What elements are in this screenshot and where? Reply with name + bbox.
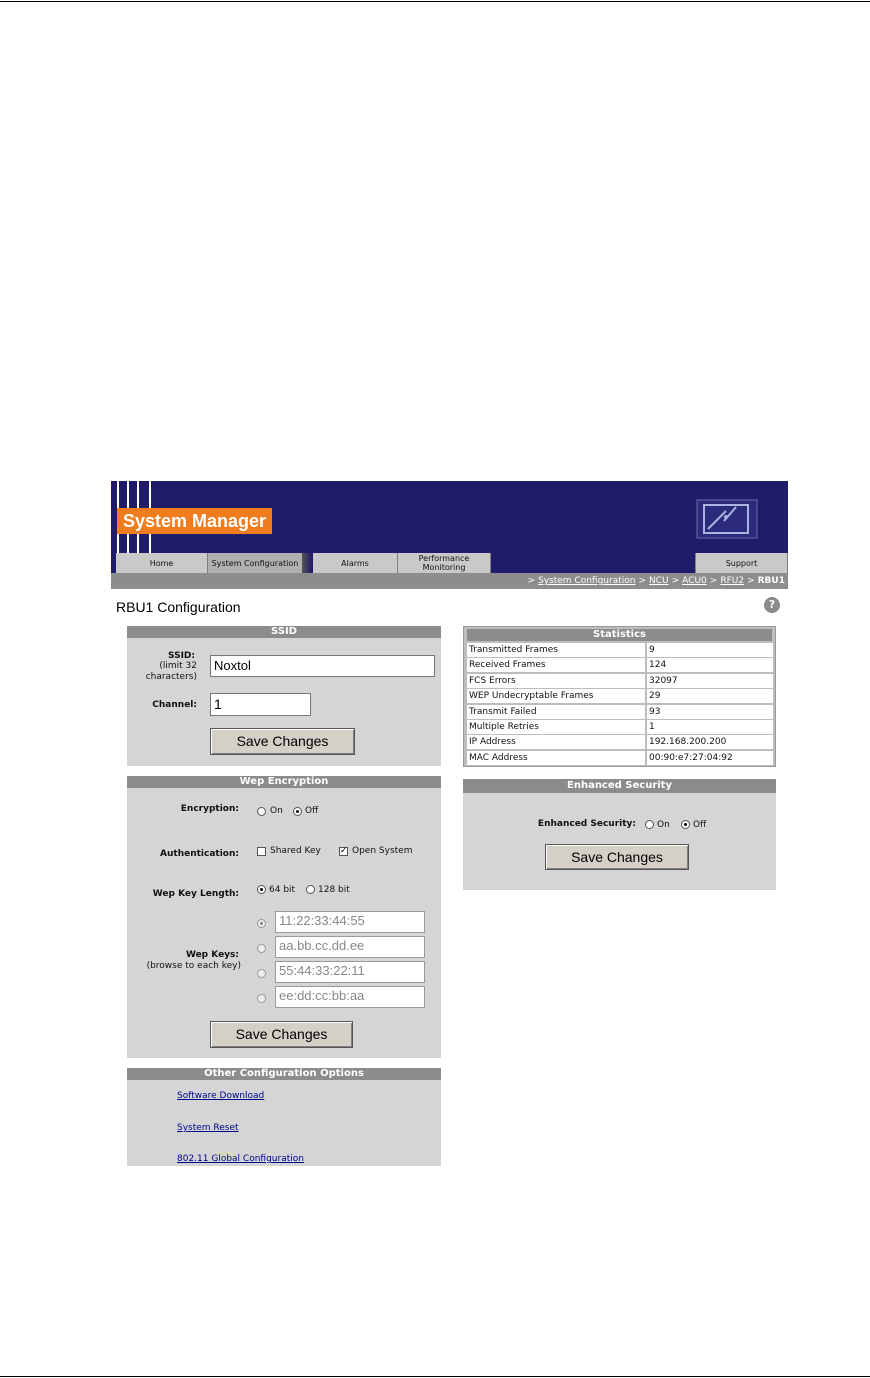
statistics-row-value: 124	[647, 658, 773, 672]
statistics-row	[467, 643, 773, 658]
statistics-row-label: FCS Errors	[467, 674, 645, 688]
statistics-row-value: 29	[647, 689, 773, 703]
main-nav	[111, 553, 788, 573]
statistics-row-label: Transmit Failed	[467, 705, 645, 719]
breadcrumb-link-rfu2[interactable]: RFU2	[720, 576, 745, 586]
breadcrumb-link-ncu[interactable]: NCU	[649, 576, 669, 586]
other-config-panel	[127, 1068, 441, 1166]
brand-emblem-icon	[696, 499, 758, 539]
ssid-save-button[interactable]: Save Changes	[210, 728, 355, 755]
tab-performance-monitoring[interactable]: Performance Monitoring	[398, 553, 491, 573]
statistics-row	[467, 720, 773, 735]
statistics-row-label: WEP Undecryptable Frames	[467, 689, 645, 703]
enhanced-security-panel	[463, 779, 776, 890]
wep-key-3-input[interactable]: 55:44:33:22:11	[275, 961, 425, 983]
statistics-row-label: MAC Address	[467, 751, 645, 765]
statistics-row	[467, 751, 773, 766]
authentication-label: Authentication:	[160, 849, 239, 859]
ssid-panel-header: SSID	[127, 626, 441, 638]
breadcrumb-link-system-configuration[interactable]: System Configuration	[538, 576, 636, 586]
global-configuration-link[interactable]: 802.11 Global Configuration	[177, 1154, 304, 1164]
ssid-panel	[127, 626, 441, 766]
tab-home[interactable]: Home	[116, 553, 208, 573]
statistics-row-value: 1	[647, 720, 773, 734]
tab-system-configuration[interactable]: System Configuration	[208, 553, 303, 573]
wep-key-length-label: Wep Key Length:	[152, 889, 239, 899]
breadcrumb-separator: >	[527, 576, 535, 586]
enhanced-off-label: Off	[693, 820, 707, 830]
wep-key-1-radio[interactable]	[257, 919, 266, 928]
statistics-row-label: Received Frames	[467, 658, 645, 672]
wep-key-4-input[interactable]: ee:dd:cc:bb:aa	[275, 986, 425, 1008]
screenshot-frame	[111, 481, 788, 1166]
enhanced-on-label: On	[657, 820, 670, 830]
encryption-on-label: On	[270, 806, 283, 816]
statistics-panel	[463, 626, 776, 767]
statistics-row	[467, 705, 773, 720]
enhanced-on-radio[interactable]	[645, 820, 654, 829]
statistics-row	[467, 735, 773, 750]
tab-support[interactable]: Support	[695, 553, 788, 573]
statistics-row-label: Multiple Retries	[467, 720, 645, 734]
statistics-row	[467, 658, 773, 673]
tab-shadow	[302, 553, 312, 573]
statistics-row-value: 00:90:e7:27:04:92	[647, 751, 773, 765]
shared-key-label: Shared Key	[270, 846, 321, 856]
breadcrumb-separator: >	[638, 576, 647, 586]
breadcrumb-separator: >	[709, 576, 718, 586]
statistics-row-value: 32097	[647, 674, 773, 688]
page-bottom-rule	[0, 1376, 870, 1377]
wep-key-2-input[interactable]: aa.bb.cc.dd.ee	[275, 936, 425, 958]
statistics-row	[467, 689, 773, 704]
other-config-header: Other Configuration Options	[127, 1068, 441, 1080]
breadcrumb-separator: >	[671, 576, 680, 586]
system-reset-link[interactable]: System Reset	[177, 1123, 239, 1133]
channel-label: Channel:	[152, 700, 197, 710]
enhanced-security-header: Enhanced Security	[463, 779, 776, 793]
ssid-hint: (limit 32 characters)	[145, 661, 197, 682]
encryption-on-radio[interactable]	[257, 807, 266, 816]
keylen-64-radio[interactable]	[257, 885, 266, 894]
open-system-label: Open System	[352, 846, 413, 856]
keylen-128-radio[interactable]	[306, 885, 315, 894]
enhanced-save-button[interactable]: Save Changes	[545, 844, 689, 870]
channel-input[interactable]: 1	[210, 693, 311, 716]
page-title: RBU1 Configuration	[116, 599, 241, 615]
software-download-link[interactable]: Software Download	[177, 1091, 265, 1101]
app-logo[interactable]: System Manager	[117, 508, 272, 534]
ssid-input[interactable]: Noxtol	[210, 655, 435, 677]
wep-key-4-radio[interactable]	[257, 994, 266, 1003]
statistics-row-label: Transmitted Frames	[467, 643, 645, 657]
tab-alarms[interactable]: Alarms	[313, 553, 398, 573]
breadcrumb	[111, 573, 788, 589]
wep-panel-header: Wep Encryption	[127, 776, 441, 788]
header-banner	[111, 481, 788, 553]
statistics-row	[467, 674, 773, 689]
statistics-row-value: 9	[647, 643, 773, 657]
wep-keys-hint: (browse to each key)	[146, 961, 241, 971]
ssid-label: SSID:	[168, 651, 195, 661]
wep-key-1-input[interactable]: 11:22:33:44:55	[275, 911, 425, 933]
wep-keys-label: Wep Keys:	[185, 950, 239, 960]
keylen-64-label: 64 bit	[269, 885, 296, 895]
statistics-header: Statistics	[467, 629, 772, 641]
encryption-off-label: Off	[305, 806, 319, 816]
wep-encryption-panel	[127, 776, 441, 1058]
shared-key-checkbox[interactable]	[257, 847, 266, 856]
enhanced-off-radio[interactable]	[681, 820, 690, 829]
page-top-rule	[0, 1, 870, 2]
wep-save-button[interactable]: Save Changes	[210, 1021, 353, 1048]
enhanced-security-label: Enhanced Security:	[537, 819, 636, 829]
keylen-128-label: 128 bit	[318, 885, 350, 895]
help-icon[interactable]: ?	[764, 597, 780, 613]
encryption-label: Encryption:	[180, 804, 239, 814]
open-system-checkbox[interactable]: ✓	[340, 846, 348, 856]
encryption-off-radio[interactable]	[293, 807, 302, 816]
statistics-row-value: 192.168.200.200	[647, 735, 773, 749]
breadcrumb-link-acu0[interactable]: ACU0	[682, 576, 707, 586]
breadcrumb-separator: >	[747, 576, 755, 586]
statistics-row-label: IP Address	[467, 735, 645, 749]
wep-key-3-radio[interactable]	[257, 969, 266, 978]
wep-key-2-radio[interactable]	[257, 944, 266, 953]
breadcrumb-current: RBU1	[757, 576, 785, 586]
statistics-row-value: 93	[647, 705, 773, 719]
